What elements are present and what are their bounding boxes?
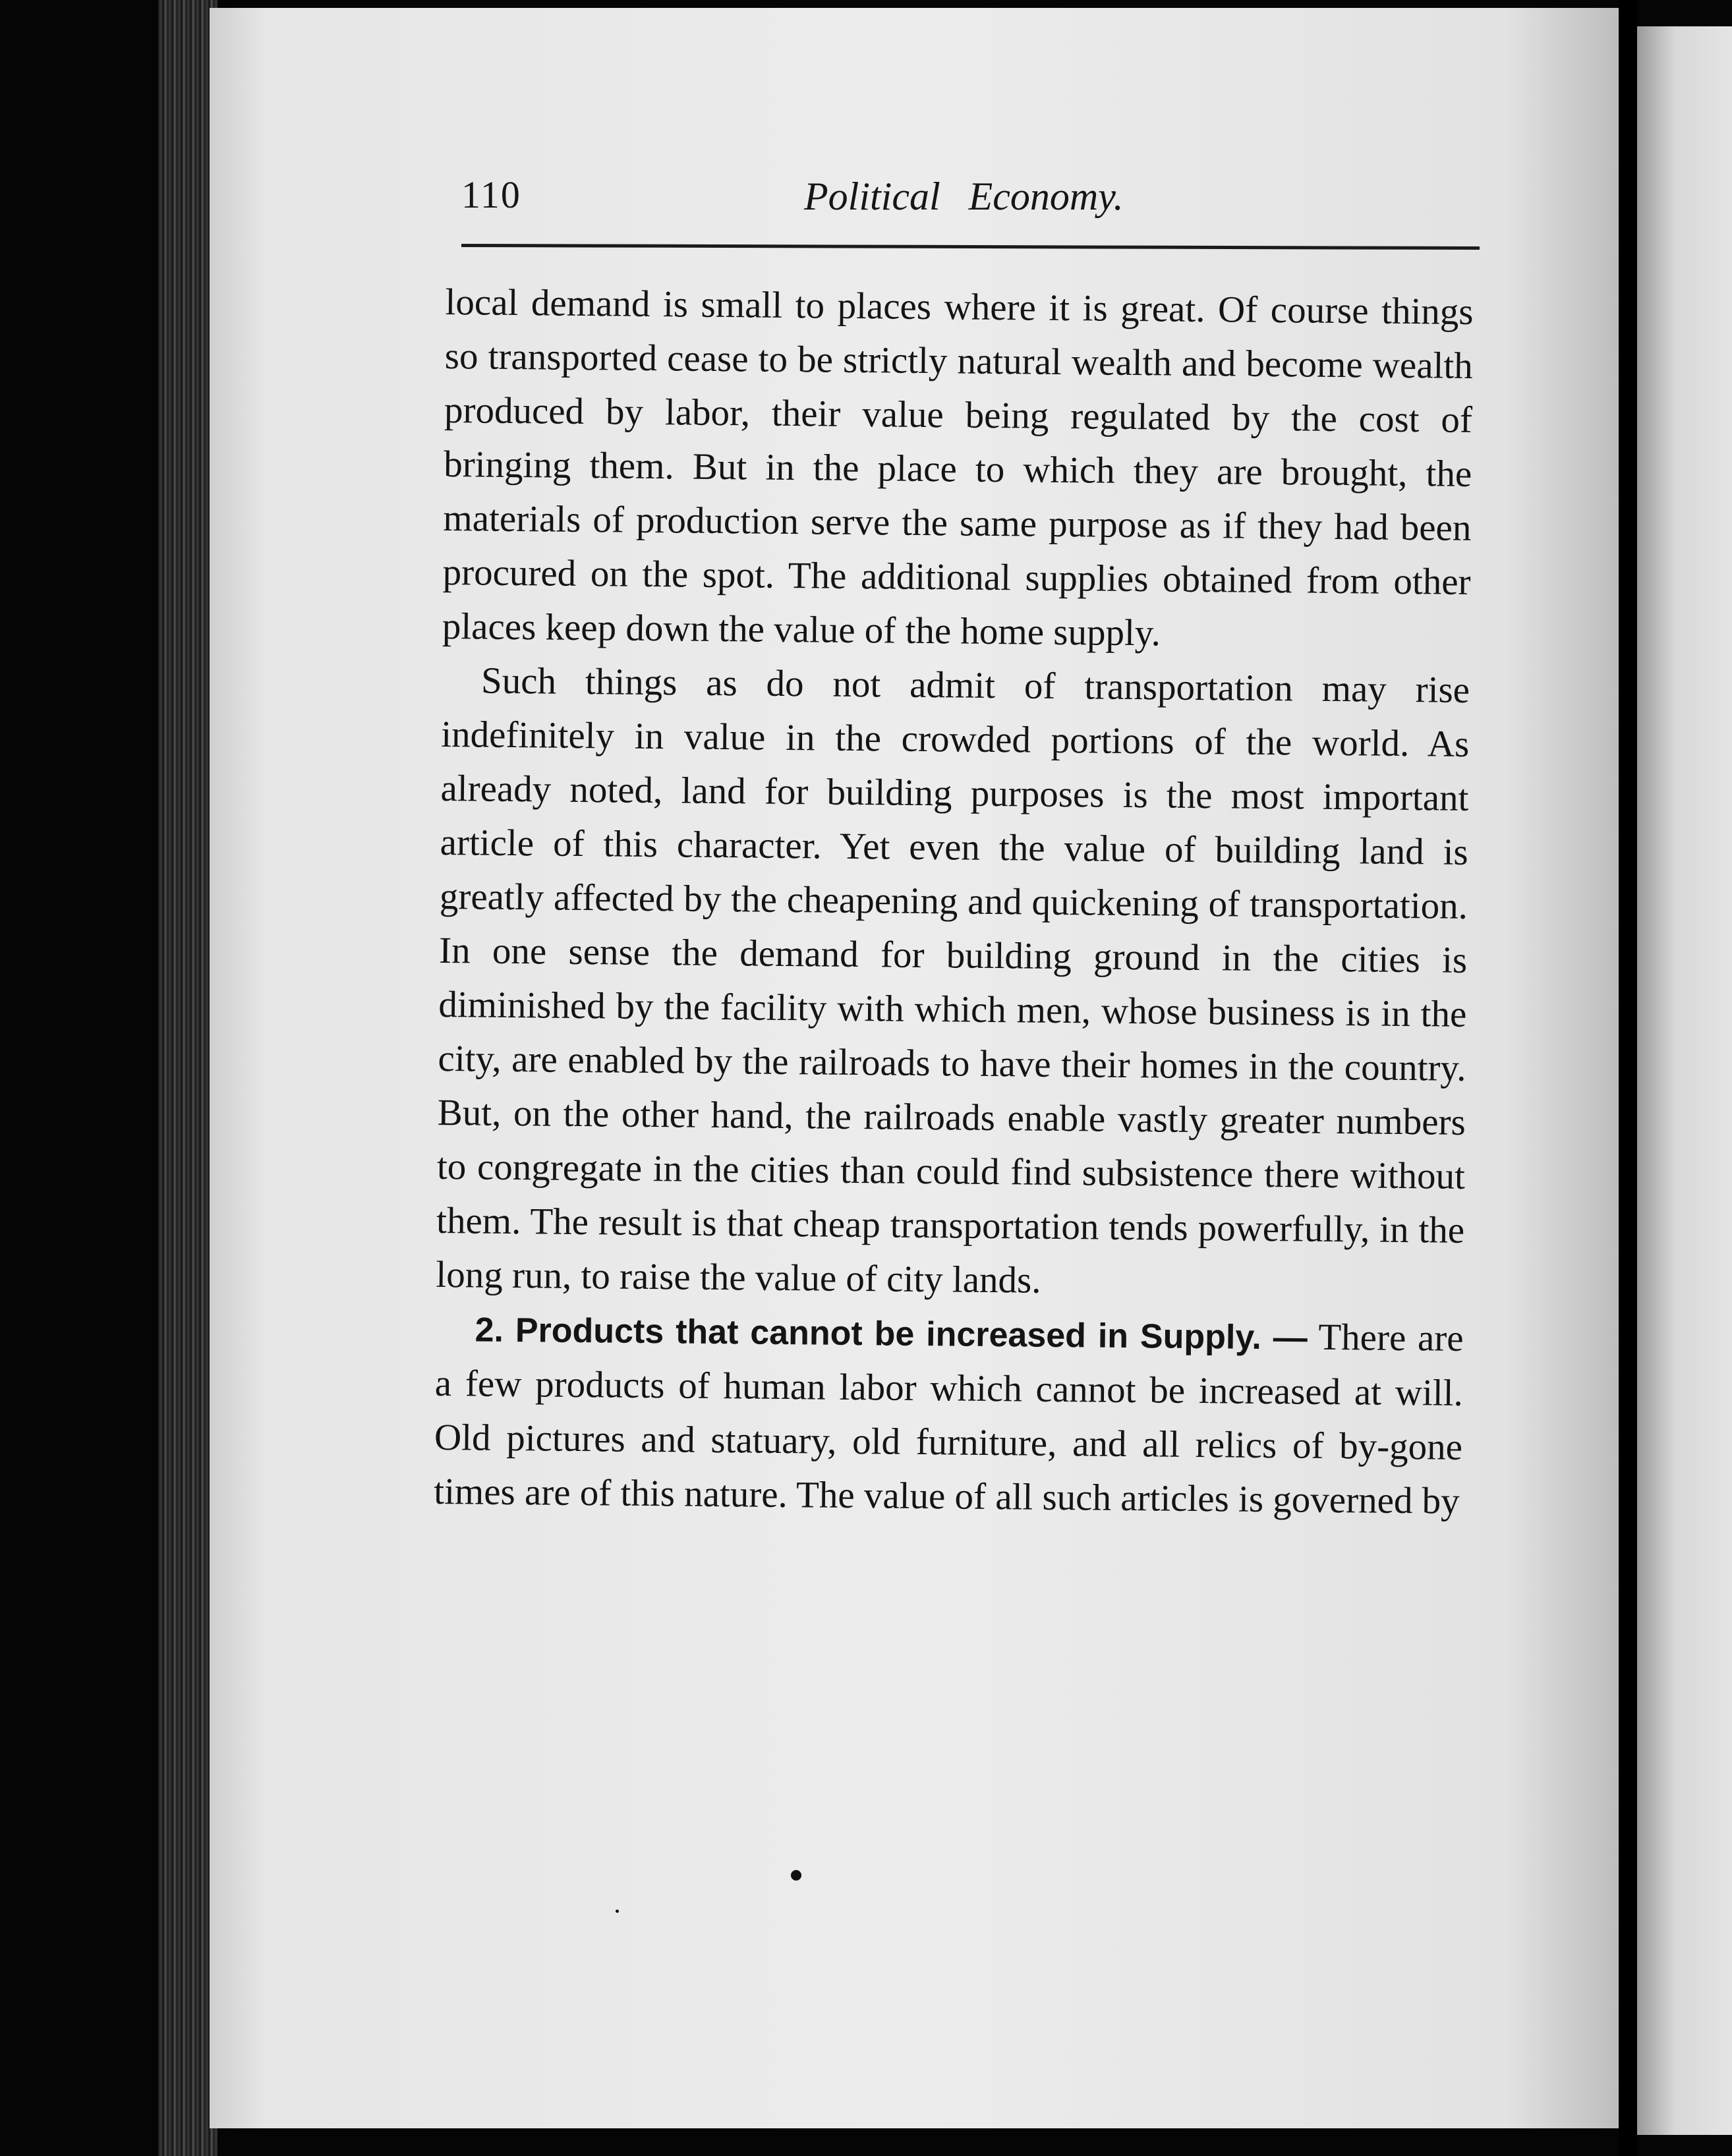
page-number: 110 — [461, 173, 521, 216]
running-title: Political Economy. — [804, 175, 1124, 218]
paragraph-section-2 — [434, 1302, 1464, 1529]
ink-speck — [791, 1870, 801, 1881]
page-gutter — [1619, 0, 1637, 2156]
ink-speck — [616, 1910, 619, 1913]
paragraph-continued: local demand is small to places where it is great. Of course things so transported cease to be strictly natural wealth and become wealth produced by labor, their value being regulated by the cost of bringing them. But in the place to which they are brought, the materials of production serve the same purpose as if they had been procured on the spot. The additional supplies obtained from other places keep down the value of the home supply. — [442, 281, 1474, 654]
section-heading: 2. Products that cannot be increased in Supply. — — [475, 1311, 1308, 1357]
book-binding-edge — [158, 0, 217, 2156]
adjacent-page-edge — [1637, 26, 1732, 2135]
page-body — [434, 275, 1474, 1529]
paragraph-transportation: Such things as do not admit of transportation may rise indefinitely in value in the crowded portions of the world. As already noted, land for building purposes is the most important article of this character. Yet even the value of building land is greatly affected by the cheapening and quickening of transportation. In one sense the demand for building ground in the cities is diminished by the facility with which men, whose business is in the city, are enabled by the railroads to have their homes in the country. But, on the other hand, the railroads enable vastly greater numbers to congregate in the cities than could find subsistence there without them. The result is that cheap transportation tends powerfully, in the long run, to raise the value of city lands. — [436, 660, 1470, 1301]
page-header — [461, 173, 1476, 232]
section-text: There are a few products of human labor which cannot be increased at will. Old pictures and statuary, old furniture, and all relics of by-gone times are of this nature. The value of all such articles is governed by — [433, 1316, 1464, 1522]
